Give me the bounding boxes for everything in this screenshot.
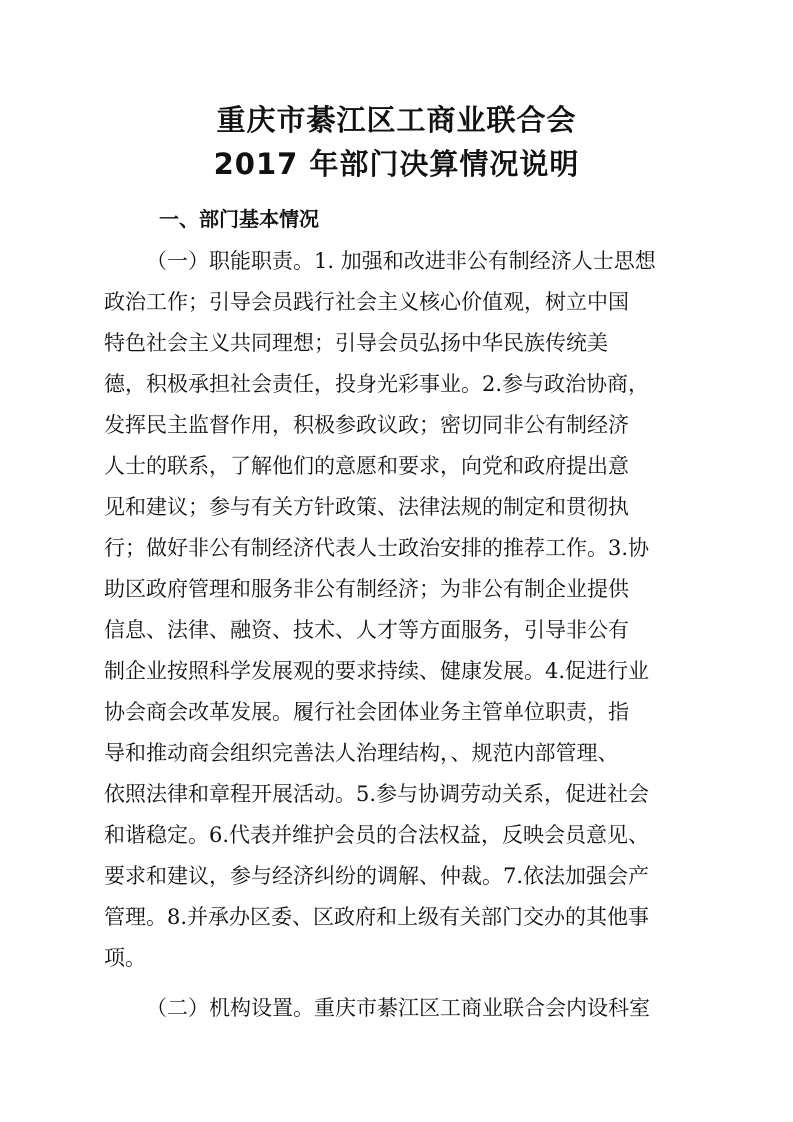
paragraph-1-line: 导和推动商会组织完善法人治理结构，、规范内部管理、 (104, 741, 619, 765)
title-line-2: 2017 年部门决算情况说明 (213, 147, 580, 181)
paragraph-1-line: 助区政府管理和服务非公有制经济；为非公有制企业提供 (104, 577, 629, 601)
paragraph-2-line: （二）机构设置。重庆市綦江区工商业联合会内设科室 (146, 996, 650, 1020)
paragraph-1-line: 制企业按照科学发展观的要求持续、健康发展。4.促进行业 (104, 659, 650, 683)
section-heading: 一、部门基本情况 (159, 207, 319, 231)
paragraph-1-line: 特色社会主义共同理想；引导会员弘扬中华民族传统美 (104, 331, 608, 355)
paragraph-1-line: 协会商会改革发展。履行社会团体业务主管单位职责，指 (104, 700, 629, 724)
paragraph-1-line: 发挥民主监督作用，积极参政议政；密切同非公有制经济 (104, 413, 629, 437)
paragraph-1-line: （一）职能职责。1. 加强和改进非公有制经济人士思想 (146, 249, 656, 273)
paragraph-1-line: 行；做好非公有制经济代表人士政治安排的推荐工作。3.协 (104, 536, 650, 560)
paragraph-1-line: 信息、法律、融资、技术、人才等方面服务，引导非公有 (104, 618, 629, 642)
paragraph-1-line: 和谐稳定。6.代表并维护会员的合法权益，反映会员意见、 (104, 823, 650, 847)
paragraph-1-line: 政治工作；引导会员践行社会主义核心价值观，树立中国 (104, 290, 629, 314)
paragraph-1-line: 人士的联系，了解他们的意愿和要求，向党和政府提出意 (104, 454, 629, 478)
paragraph-1-line: 管理。8.并承办区委、区政府和上级有关部门交办的其他事 (104, 905, 650, 929)
title-line-1: 重庆市綦江区工商业联合会 (216, 103, 577, 137)
paragraph-1-line: 德，积极承担社会责任，投身光彩事业。2.参与政治协商， (104, 372, 650, 396)
paragraph-1-line: 项。 (104, 946, 146, 970)
paragraph-1-line: 见和建议；参与有关方针政策、法律法规的制定和贯彻执 (104, 495, 629, 519)
paragraph-1-line: 要求和建议，参与经济纠纷的调解、仲裁。7.依法加强会产 (104, 864, 650, 888)
paragraph-1-line: 依照法律和章程开展活动。5.参与协调劳动关系，促进社会 (104, 782, 650, 806)
